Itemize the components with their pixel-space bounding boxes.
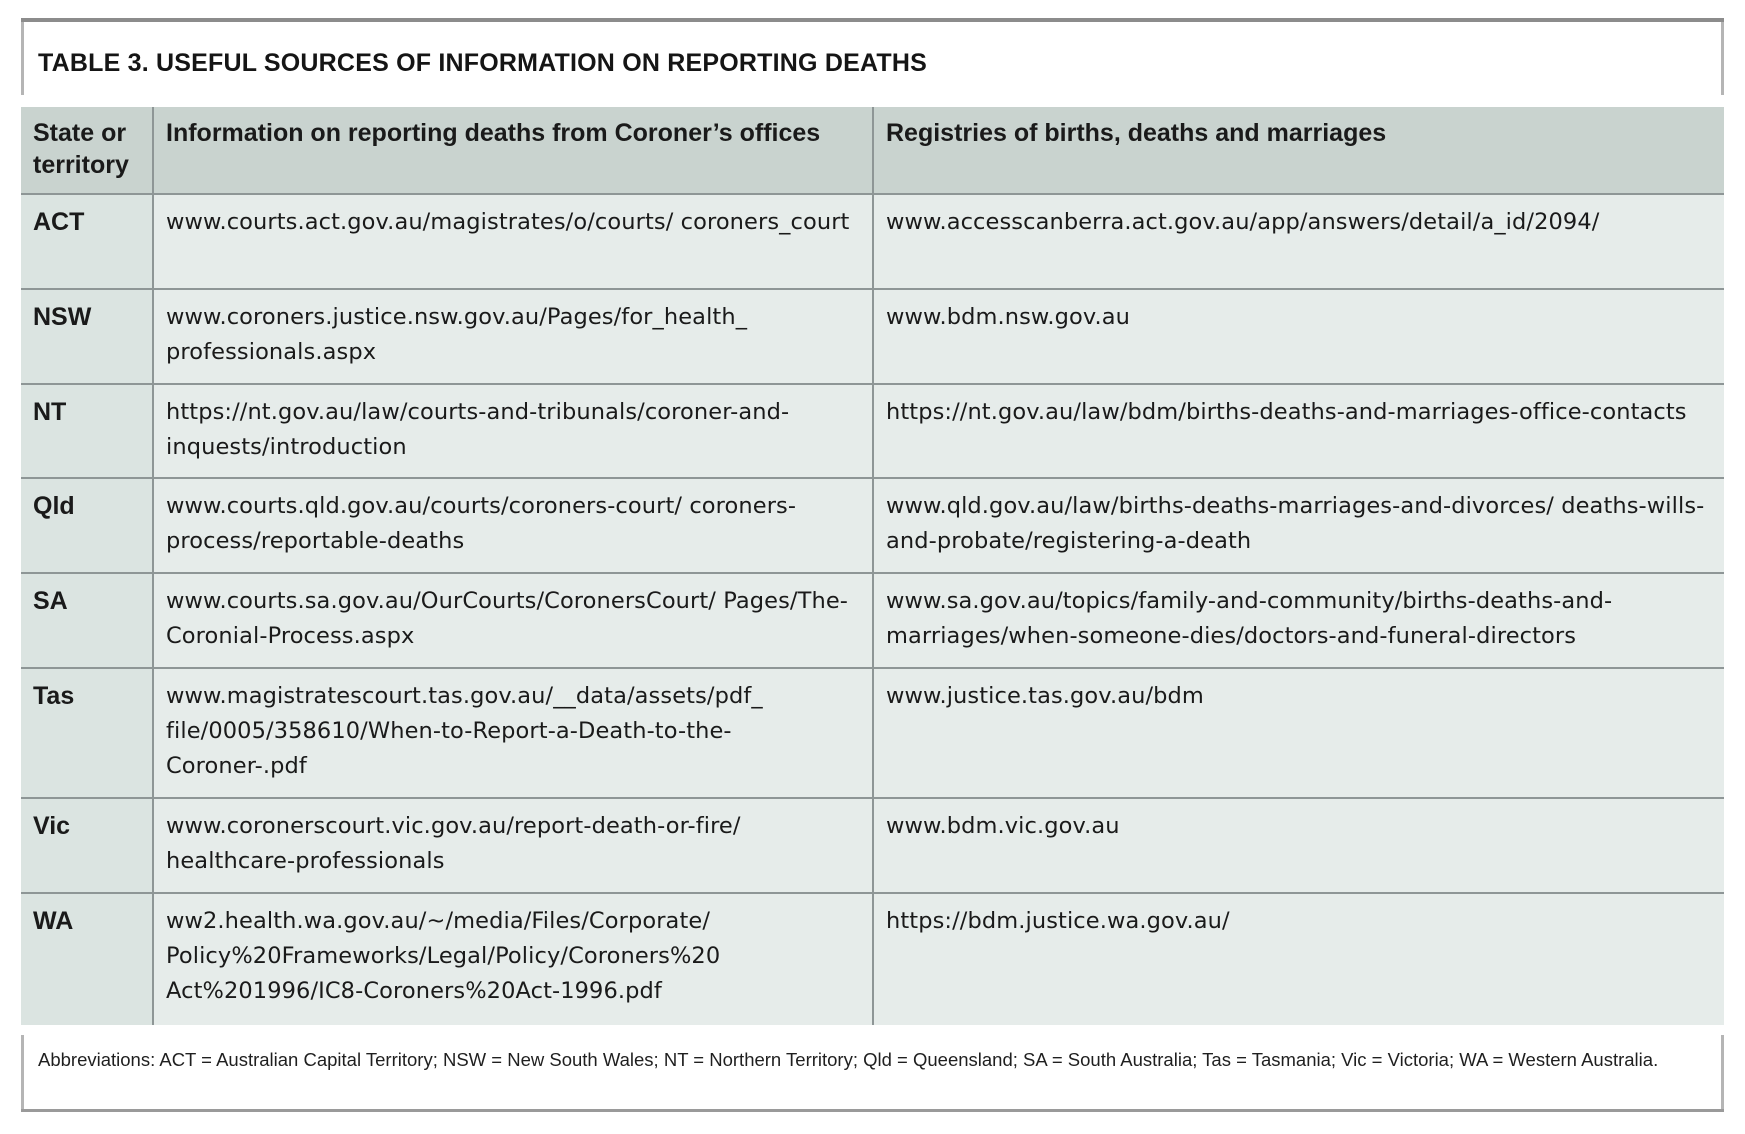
state-cell: ACT bbox=[21, 194, 153, 289]
state-cell: NT bbox=[21, 384, 153, 479]
state-cell: Tas bbox=[21, 668, 153, 799]
coroner-link-cell[interactable]: www.magistratescourt.tas.gov.au/__data/assets/pdf_ file/0005/358610/When-to-Report-a-Death-to-the-Coroner-.pdf bbox=[153, 668, 873, 799]
state-cell: Vic bbox=[21, 798, 153, 893]
registry-link-cell[interactable]: www.bdm.nsw.gov.au bbox=[873, 289, 1724, 384]
table-row bbox=[21, 289, 1724, 384]
abbreviations-footnote: Abbreviations: ACT = Australian Capital Territory; NSW = New South Wales; NT = Northern Territory; Qld = Queensland; SA = South Australia; Tas = Tasmania; Vic = Victoria; WA = Western Australia. bbox=[38, 1049, 1659, 1070]
registry-link-cell[interactable]: https://bdm.justice.wa.gov.au/ bbox=[873, 893, 1724, 1025]
table-row bbox=[21, 893, 1724, 1025]
header-state: State or territory bbox=[21, 107, 153, 194]
table-row bbox=[21, 668, 1724, 799]
coroner-link-cell[interactable]: www.coroners.justice.nsw.gov.au/Pages/for_health_ professionals.aspx bbox=[153, 289, 873, 384]
table-row bbox=[21, 798, 1724, 893]
state-cell: WA bbox=[21, 893, 153, 1025]
state-cell: Qld bbox=[21, 478, 153, 573]
coroner-link-cell[interactable]: https://nt.gov.au/law/courts-and-tribunals/coroner-and-inquests/introduction bbox=[153, 384, 873, 479]
registry-link-cell[interactable]: www.sa.gov.au/topics/family-and-community/births-deaths-and-marriages/when-someone-dies/doctors-and-funeral-directors bbox=[873, 573, 1724, 668]
registry-link-cell[interactable]: www.accesscanberra.act.gov.au/app/answers/detail/a_id/2094/ bbox=[873, 194, 1724, 289]
registry-link-cell[interactable]: www.bdm.vic.gov.au bbox=[873, 798, 1724, 893]
table-row bbox=[21, 478, 1724, 573]
registry-link-cell[interactable]: www.qld.gov.au/law/births-deaths-marriages-and-divorces/ deaths-wills-and-probate/registering-a-death bbox=[873, 478, 1724, 573]
coroner-link-cell[interactable]: ww2.health.wa.gov.au/~/media/Files/Corporate/ Policy%20Frameworks/Legal/Policy/Coroners%20 Act%201996/IC8-Coroners%20Act-1996.pdf bbox=[153, 893, 873, 1025]
header-registry: Registries of births, deaths and marriages bbox=[873, 107, 1724, 194]
footnote-box bbox=[21, 1035, 1724, 1109]
sources-table bbox=[21, 107, 1724, 1025]
registry-link-cell[interactable]: www.justice.tas.gov.au/bdm bbox=[873, 668, 1724, 799]
table-row bbox=[21, 384, 1724, 479]
state-cell: NSW bbox=[21, 289, 153, 384]
title-box bbox=[21, 22, 1724, 95]
coroner-link-cell[interactable]: www.courts.qld.gov.au/courts/coroners-court/ coroners-process/reportable-deaths bbox=[153, 478, 873, 573]
coroner-link-cell[interactable]: www.coronerscourt.vic.gov.au/report-death-or-fire/ healthcare-professionals bbox=[153, 798, 873, 893]
table-row bbox=[21, 573, 1724, 668]
header-coroner: Information on reporting deaths from Coroner’s offices bbox=[153, 107, 873, 194]
registry-link-cell[interactable]: https://nt.gov.au/law/bdm/births-deaths-and-marriages-office-contacts bbox=[873, 384, 1724, 479]
table-row bbox=[21, 194, 1724, 289]
coroner-link-cell[interactable]: www.courts.sa.gov.au/OurCourts/CoronersCourt/ Pages/The-Coronial-Process.aspx bbox=[153, 573, 873, 668]
coroner-link-cell[interactable]: www.courts.act.gov.au/magistrates/o/courts/ coroners_court bbox=[153, 194, 873, 289]
header-row bbox=[21, 107, 1724, 194]
table-title: TABLE 3. USEFUL SOURCES OF INFORMATION ON REPORTING DEATHS bbox=[38, 49, 927, 77]
state-cell: SA bbox=[21, 573, 153, 668]
